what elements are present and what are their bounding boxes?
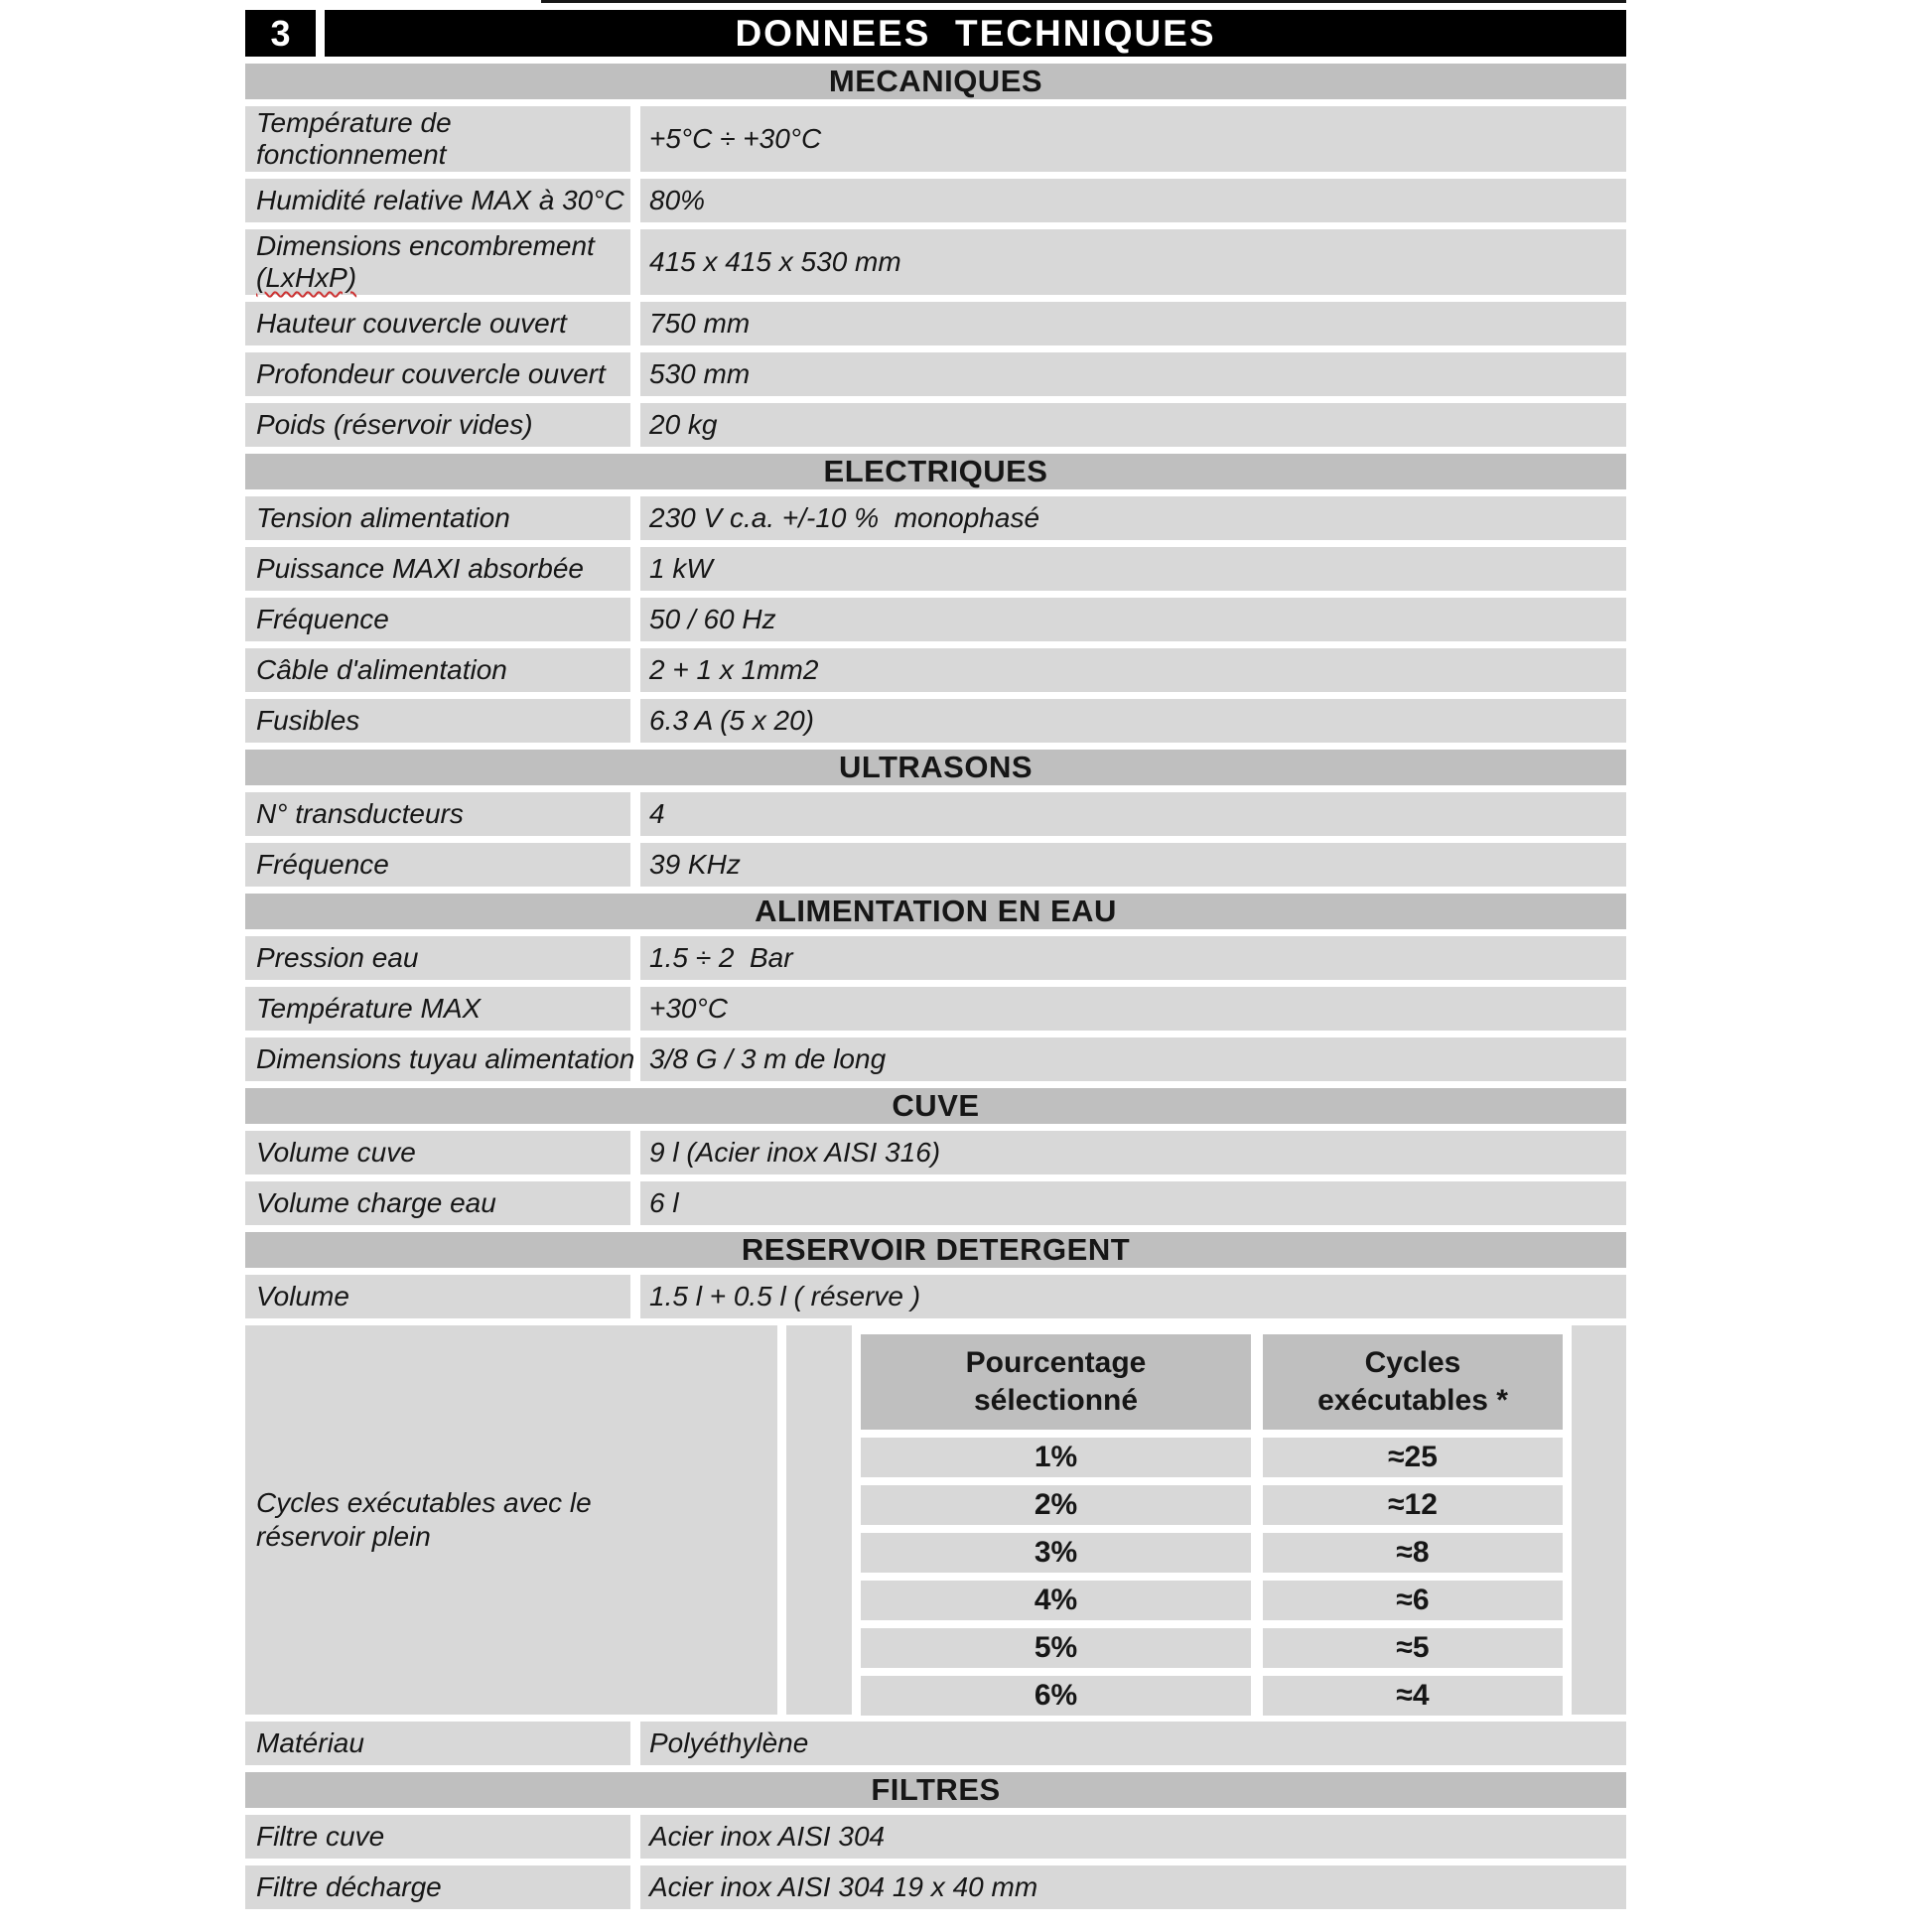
table-row: [245, 229, 1626, 295]
pct-cell: 1%: [861, 1438, 1251, 1477]
spec-value: Acier inox AISI 304 19 x 40 mm: [640, 1865, 1626, 1909]
table-row: [245, 843, 1626, 887]
spec-value: 530 mm: [640, 352, 1626, 396]
table-row: [245, 547, 1626, 591]
pct-cell: 3%: [861, 1533, 1251, 1573]
spec-label: Matériau: [245, 1722, 630, 1765]
table-row: [245, 302, 1626, 345]
table-row: [245, 1722, 1626, 1765]
cycles-data-row: [861, 1676, 1563, 1716]
spec-label: Fréquence: [245, 843, 630, 887]
page-title: DONNEES TECHNIQUES: [325, 10, 1626, 57]
spec-value: 20 kg: [640, 403, 1626, 447]
pct-cell: 5%: [861, 1628, 1251, 1668]
gray-strip-right: [1572, 1325, 1626, 1715]
chapter-number-badge: 3: [245, 10, 316, 57]
cycles-cell: ≈8: [1263, 1533, 1563, 1573]
table-row: [245, 1275, 1626, 1318]
spec-value: 1.5 ÷ 2 Bar: [640, 936, 1626, 980]
section-header-filtres: FILTRES: [245, 1772, 1626, 1808]
table-row: [245, 987, 1626, 1031]
cycles-cell: ≈6: [1263, 1581, 1563, 1620]
spec-value: 4: [640, 792, 1626, 836]
table-row: [245, 1815, 1626, 1859]
table-row: [245, 1131, 1626, 1174]
spec-value: 1 kW: [640, 547, 1626, 591]
spec-label: Dimensions tuyau alimentation: [245, 1037, 630, 1081]
pct-cell: 4%: [861, 1581, 1251, 1620]
cycles-cell: ≈12: [1263, 1485, 1563, 1525]
cycles-data-row: [861, 1533, 1563, 1573]
spec-label: Température MAX: [245, 987, 630, 1031]
pct-cell: 6%: [861, 1676, 1251, 1716]
cycles-composite-row: [245, 1325, 1626, 1715]
top-rule: [541, 0, 1626, 3]
table-row: [245, 598, 1626, 641]
spec-value: 2 + 1 x 1mm2: [640, 648, 1626, 692]
section-header-ultrasons: ULTRASONS: [245, 750, 1626, 785]
table-row: [245, 792, 1626, 836]
section-header-electriques: ELECTRIQUES: [245, 454, 1626, 489]
cycles-cell: ≈4: [1263, 1676, 1563, 1716]
spec-value: 1.5 l + 0.5 l ( réserve ): [640, 1275, 1626, 1318]
section-header-reservoir-detergent: RESERVOIR DETERGENT: [245, 1232, 1626, 1268]
section-header-alimentation-eau: ALIMENTATION EN EAU: [245, 894, 1626, 929]
table-row: [245, 1865, 1626, 1909]
cycles-cell: ≈5: [1263, 1628, 1563, 1668]
spec-value: 50 / 60 Hz: [640, 598, 1626, 641]
table-row: [245, 403, 1626, 447]
spec-table: [245, 0, 1626, 1909]
cycles-data-row: [861, 1485, 1563, 1525]
table-row: [245, 1037, 1626, 1081]
spec-label: Volume cuve: [245, 1131, 630, 1174]
gray-strip-left: [786, 1325, 852, 1715]
table-row: [245, 648, 1626, 692]
cycles-cell: ≈25: [1263, 1438, 1563, 1477]
cycles-row-value: [786, 1325, 1626, 1715]
spec-label: Câble d'alimentation: [245, 648, 630, 692]
cycles-inner-table: [861, 1325, 1563, 1715]
spec-label: Profondeur couvercle ouvert: [245, 352, 630, 396]
spec-value: 3/8 G / 3 m de long: [640, 1037, 1626, 1081]
spec-label: Température de fonctionnement: [245, 106, 630, 172]
spec-label: Pression eau: [245, 936, 630, 980]
cycles-inner-header-row: [861, 1334, 1563, 1430]
spec-value: 6.3 A (5 x 20): [640, 699, 1626, 743]
spec-label: Puissance MAXI absorbée: [245, 547, 630, 591]
spec-label-line1: Dimensions encombrement: [256, 229, 595, 261]
spec-value: 80%: [640, 179, 1626, 222]
spec-value: 39 KHz: [640, 843, 1626, 887]
spec-value: 230 V c.a. +/-10 % monophasé: [640, 496, 1626, 540]
cycles-row-label: Cycles exécutables avec le réservoir plein: [245, 1325, 777, 1715]
table-row: [245, 179, 1626, 222]
spec-label: [245, 229, 630, 295]
spec-label: Filtre décharge: [245, 1865, 630, 1909]
table-row: [245, 352, 1626, 396]
cycles-data-row: [861, 1438, 1563, 1477]
column-header-pourcentage: Pourcentage sélectionné: [861, 1334, 1251, 1430]
spec-label: Fusibles: [245, 699, 630, 743]
spec-label: N° transducteurs: [245, 792, 630, 836]
spec-label: Volume: [245, 1275, 630, 1318]
column-header-cycles: Cycles exécutables *: [1263, 1334, 1563, 1430]
spec-label: Hauteur couvercle ouvert: [245, 302, 630, 345]
spec-label: Poids (réservoir vides): [245, 403, 630, 447]
spec-value: +5°C ÷ +30°C: [640, 106, 1626, 172]
pct-cell: 2%: [861, 1485, 1251, 1525]
spec-label: Fréquence: [245, 598, 630, 641]
spec-label: Humidité relative MAX à 30°C: [245, 179, 630, 222]
spec-label: Volume charge eau: [245, 1181, 630, 1225]
spec-value: 6 l: [640, 1181, 1626, 1225]
spec-value: 750 mm: [640, 302, 1626, 345]
spec-value: Polyéthylène: [640, 1722, 1626, 1765]
table-row: [245, 1181, 1626, 1225]
table-row: [245, 936, 1626, 980]
spec-label: Tension alimentation: [245, 496, 630, 540]
spec-label-line2-spellcheck: (LxHxP): [256, 262, 357, 293]
chapter-title-bar: [245, 10, 1626, 57]
table-row: [245, 496, 1626, 540]
cycles-data-row: [861, 1628, 1563, 1668]
spec-value: 415 x 415 x 530 mm: [640, 229, 1626, 295]
spec-label: Filtre cuve: [245, 1815, 630, 1859]
spec-value: +30°C: [640, 987, 1626, 1031]
section-header-mecaniques: MECANIQUES: [245, 64, 1626, 99]
table-row: [245, 699, 1626, 743]
spec-value: 9 l (Acier inox AISI 316): [640, 1131, 1626, 1174]
table-row: [245, 106, 1626, 172]
spec-value: Acier inox AISI 304: [640, 1815, 1626, 1859]
section-header-cuve: CUVE: [245, 1088, 1626, 1124]
cycles-data-row: [861, 1581, 1563, 1620]
